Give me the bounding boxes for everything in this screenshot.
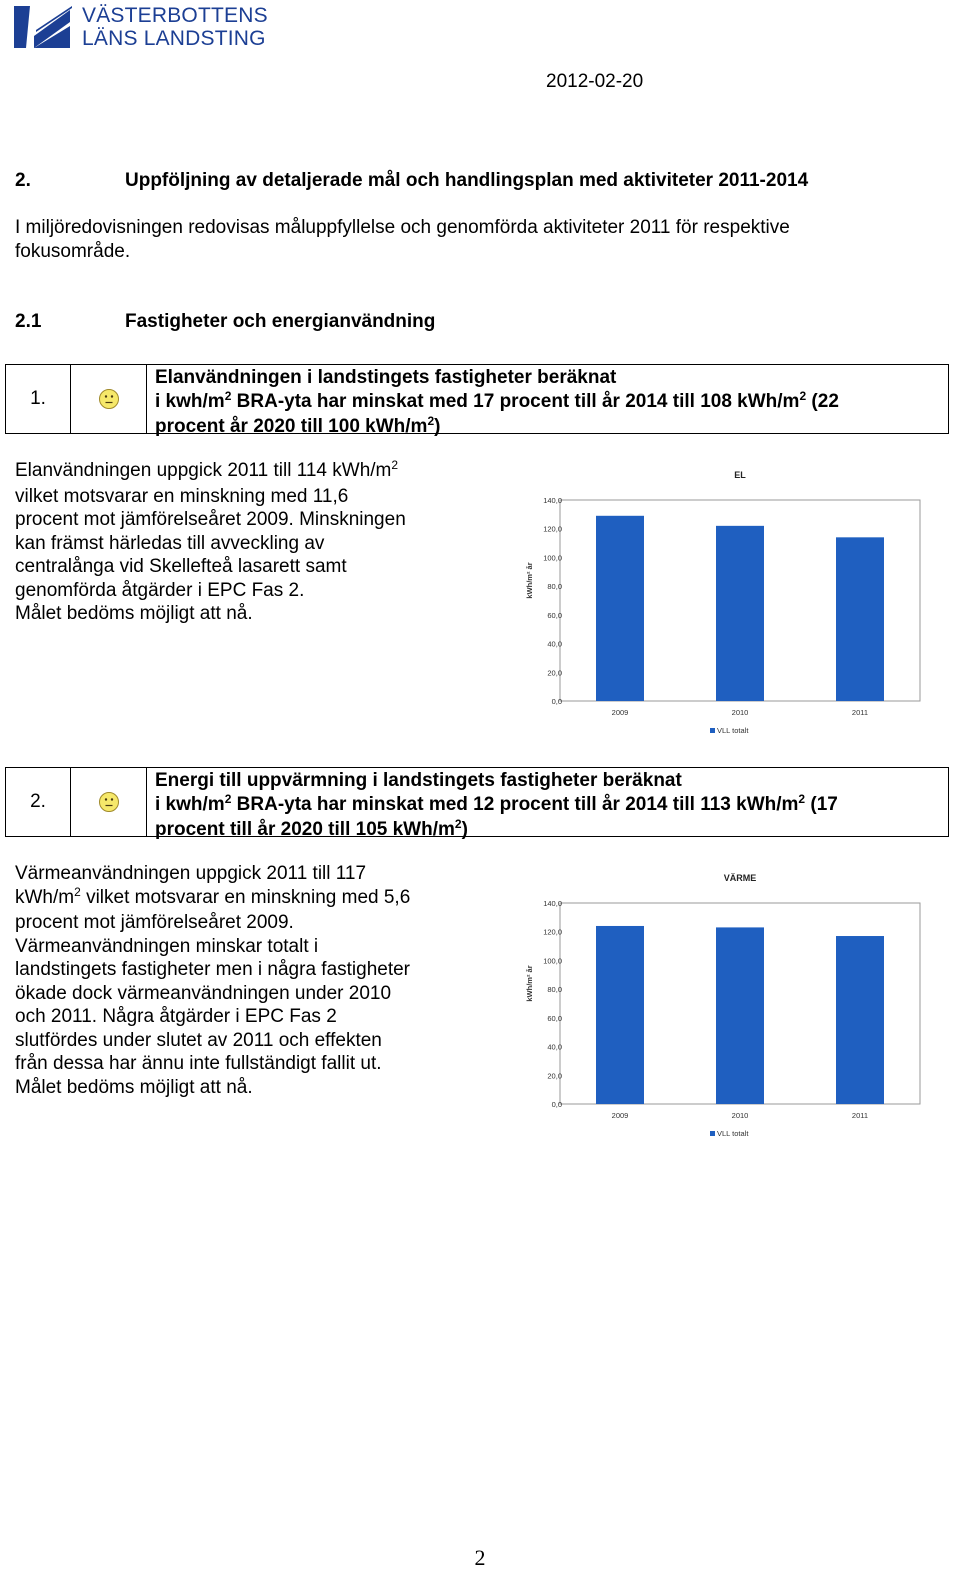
neutral-face-icon (98, 388, 120, 410)
followup-line: genomförda åtgärder i EPC Fas 2. (15, 579, 305, 601)
y-tick-label: 60,0 (547, 610, 562, 620)
goal-line (155, 390, 944, 416)
y-tick-label: 100,0 (543, 956, 562, 966)
y-tick-label: 40,0 (547, 639, 562, 649)
goal-description (155, 768, 944, 844)
followup-line: centralånga vid Skellefteå lasarett samt (15, 556, 347, 577)
goal-line: Energi till uppvärmning i landstingets fastigheter beräknat (155, 770, 682, 791)
followup-line: landstingets fastigheter men i några fastigheter (15, 959, 411, 980)
followup-text: kWh/m (15, 886, 75, 908)
followup-line: ökade dock värmeanvändningen under 2010 (15, 982, 392, 1004)
legend-swatch (710, 728, 715, 733)
followup-line: Värmeanvändningen uppgick 2011 till 117 (15, 863, 367, 884)
logo-line-2: LÄNS LANDSTING (82, 27, 266, 50)
bar (716, 927, 764, 1104)
legend-label: VLL totalt (717, 1129, 749, 1138)
y-tick-label: 140,0 (543, 899, 562, 908)
logo-text (82, 4, 268, 50)
x-tick-label: 2011 (851, 1111, 869, 1120)
y-axis-label: kWh/m² år (525, 562, 534, 599)
section-number: 2. (15, 170, 31, 191)
bar (716, 526, 764, 701)
followup-line: från dessa har ännu inte fullständigt fallit ut. (15, 1053, 382, 1074)
superscript: 2 (391, 458, 399, 472)
legend-label: VLL totalt (717, 726, 749, 735)
x-tick-label: 2010 (731, 708, 749, 717)
superscript: 2 (799, 388, 807, 403)
goal-line (155, 793, 944, 819)
followup-text: vilket motsvarar en minskning med 5,6 (80, 886, 411, 908)
followup-line (15, 886, 410, 912)
superscript: 2 (224, 388, 232, 403)
subsection-title: Fastigheter och energianvändning (125, 311, 436, 332)
intro-line: I miljöredovisningen redovisas måluppfyllelse och genomförda aktiviteter 2011 för respektive (15, 217, 790, 238)
goal-text: (17 (805, 793, 838, 815)
superscript: 2 (427, 414, 435, 428)
intro-line: fokusområde. (15, 240, 131, 262)
goal-text: ) (461, 819, 468, 840)
goal-box-2 (5, 767, 949, 840)
goal-1-followup (15, 459, 406, 626)
chart-title: EL (734, 470, 746, 480)
followup-line: Målet bedöms möjligt att nå. (15, 603, 253, 624)
followup-line: slutfördes under slutet av 2011 och effekten (15, 1029, 382, 1051)
bar (836, 537, 884, 701)
goal-text: BRA-yta har minskat med 12 procent till år 2014 till 113 kWh/m (231, 793, 799, 815)
followup-line: Målet bedöms möjligt att nå. (15, 1076, 253, 1098)
superscript: 2 (798, 791, 806, 806)
x-tick-label: 2009 (611, 1111, 629, 1120)
chart-title: VÄRME (723, 873, 757, 883)
followup-line: och 2011. Några åtgärder i EPC Fas 2 (15, 1006, 337, 1027)
goal-text: ) (434, 416, 441, 437)
followup-line (15, 459, 406, 485)
legend-swatch (710, 1131, 715, 1136)
goal-box-1 (5, 364, 949, 437)
varme-bar-chart (512, 863, 932, 1153)
y-tick-label: 120,0 (543, 927, 562, 937)
goal-description (155, 365, 944, 441)
goal-line: Elanvändningen i landstingets fastigheter beräknat (155, 367, 617, 388)
goal-2-followup (15, 862, 410, 1099)
followup-text: Elanvändningen uppgick 2011 till 114 kWh/m (15, 460, 392, 481)
y-tick-label: 80,0 (547, 582, 562, 592)
x-tick-label: 2011 (851, 708, 869, 717)
landsting-logo-icon (14, 6, 74, 48)
goal-number: 1. (6, 365, 71, 433)
superscript: 2 (224, 791, 232, 806)
goal-number: 2. (6, 768, 71, 836)
y-axis-label: kWh/m² år (525, 965, 534, 1002)
y-tick-label: 60,0 (547, 1013, 562, 1023)
y-tick-label: 140,0 (543, 496, 562, 505)
goal-status-cell (71, 365, 147, 433)
goal-text: i kwh/m (155, 390, 225, 412)
goal-line (155, 818, 944, 844)
goal-text: i kwh/m (155, 793, 225, 815)
goal-text: (22 (806, 390, 839, 412)
followup-line: Värmeanvändningen minskar totalt i (15, 935, 319, 957)
x-tick-label: 2009 (611, 708, 629, 717)
goal-text: procent till år 2020 till 105 kWh/m (155, 819, 455, 840)
neutral-face-icon (98, 791, 120, 813)
y-tick-label: 0,0 (551, 1100, 562, 1109)
followup-line: kan främst härledas till avveckling av (15, 532, 325, 554)
superscript: 2 (454, 817, 462, 831)
y-tick-label: 80,0 (547, 985, 562, 995)
subsection-number: 2.1 (15, 311, 42, 332)
y-tick-label: 20,0 (547, 1071, 562, 1081)
bar (596, 926, 644, 1104)
bar (836, 936, 884, 1104)
goal-line (155, 415, 944, 441)
y-tick-label: 0,0 (551, 697, 562, 706)
section-intro (15, 216, 790, 263)
bar (596, 516, 644, 701)
goal-status-cell (71, 768, 147, 836)
y-tick-label: 20,0 (547, 668, 562, 678)
superscript: 2 (74, 884, 81, 899)
y-tick-label: 100,0 (543, 553, 562, 563)
followup-line: procent mot jämförelseåret 2009. Minskningen (15, 509, 406, 530)
followup-line: procent mot jämförelseåret 2009. (15, 912, 294, 933)
goal-text: BRA-yta har minskat med 17 procent till år 2014 till 108 kWh/m (231, 390, 800, 412)
y-tick-label: 40,0 (547, 1042, 562, 1052)
section-title: Uppföljning av detaljerade mål och handlingsplan med aktiviteter 2011-2014 (125, 170, 809, 191)
followup-line: vilket motsvarar en minskning med 11,6 (15, 485, 349, 507)
page-number: 2 (474, 1545, 486, 1570)
logo-line-1: VÄSTERBOTTENS (82, 4, 268, 27)
x-tick-label: 2010 (731, 1111, 749, 1120)
el-bar-chart (512, 460, 932, 750)
document-date: 2012-02-20 (546, 71, 644, 92)
y-tick-label: 120,0 (543, 524, 562, 534)
goal-text: procent år 2020 till 100 kWh/m (155, 416, 428, 437)
